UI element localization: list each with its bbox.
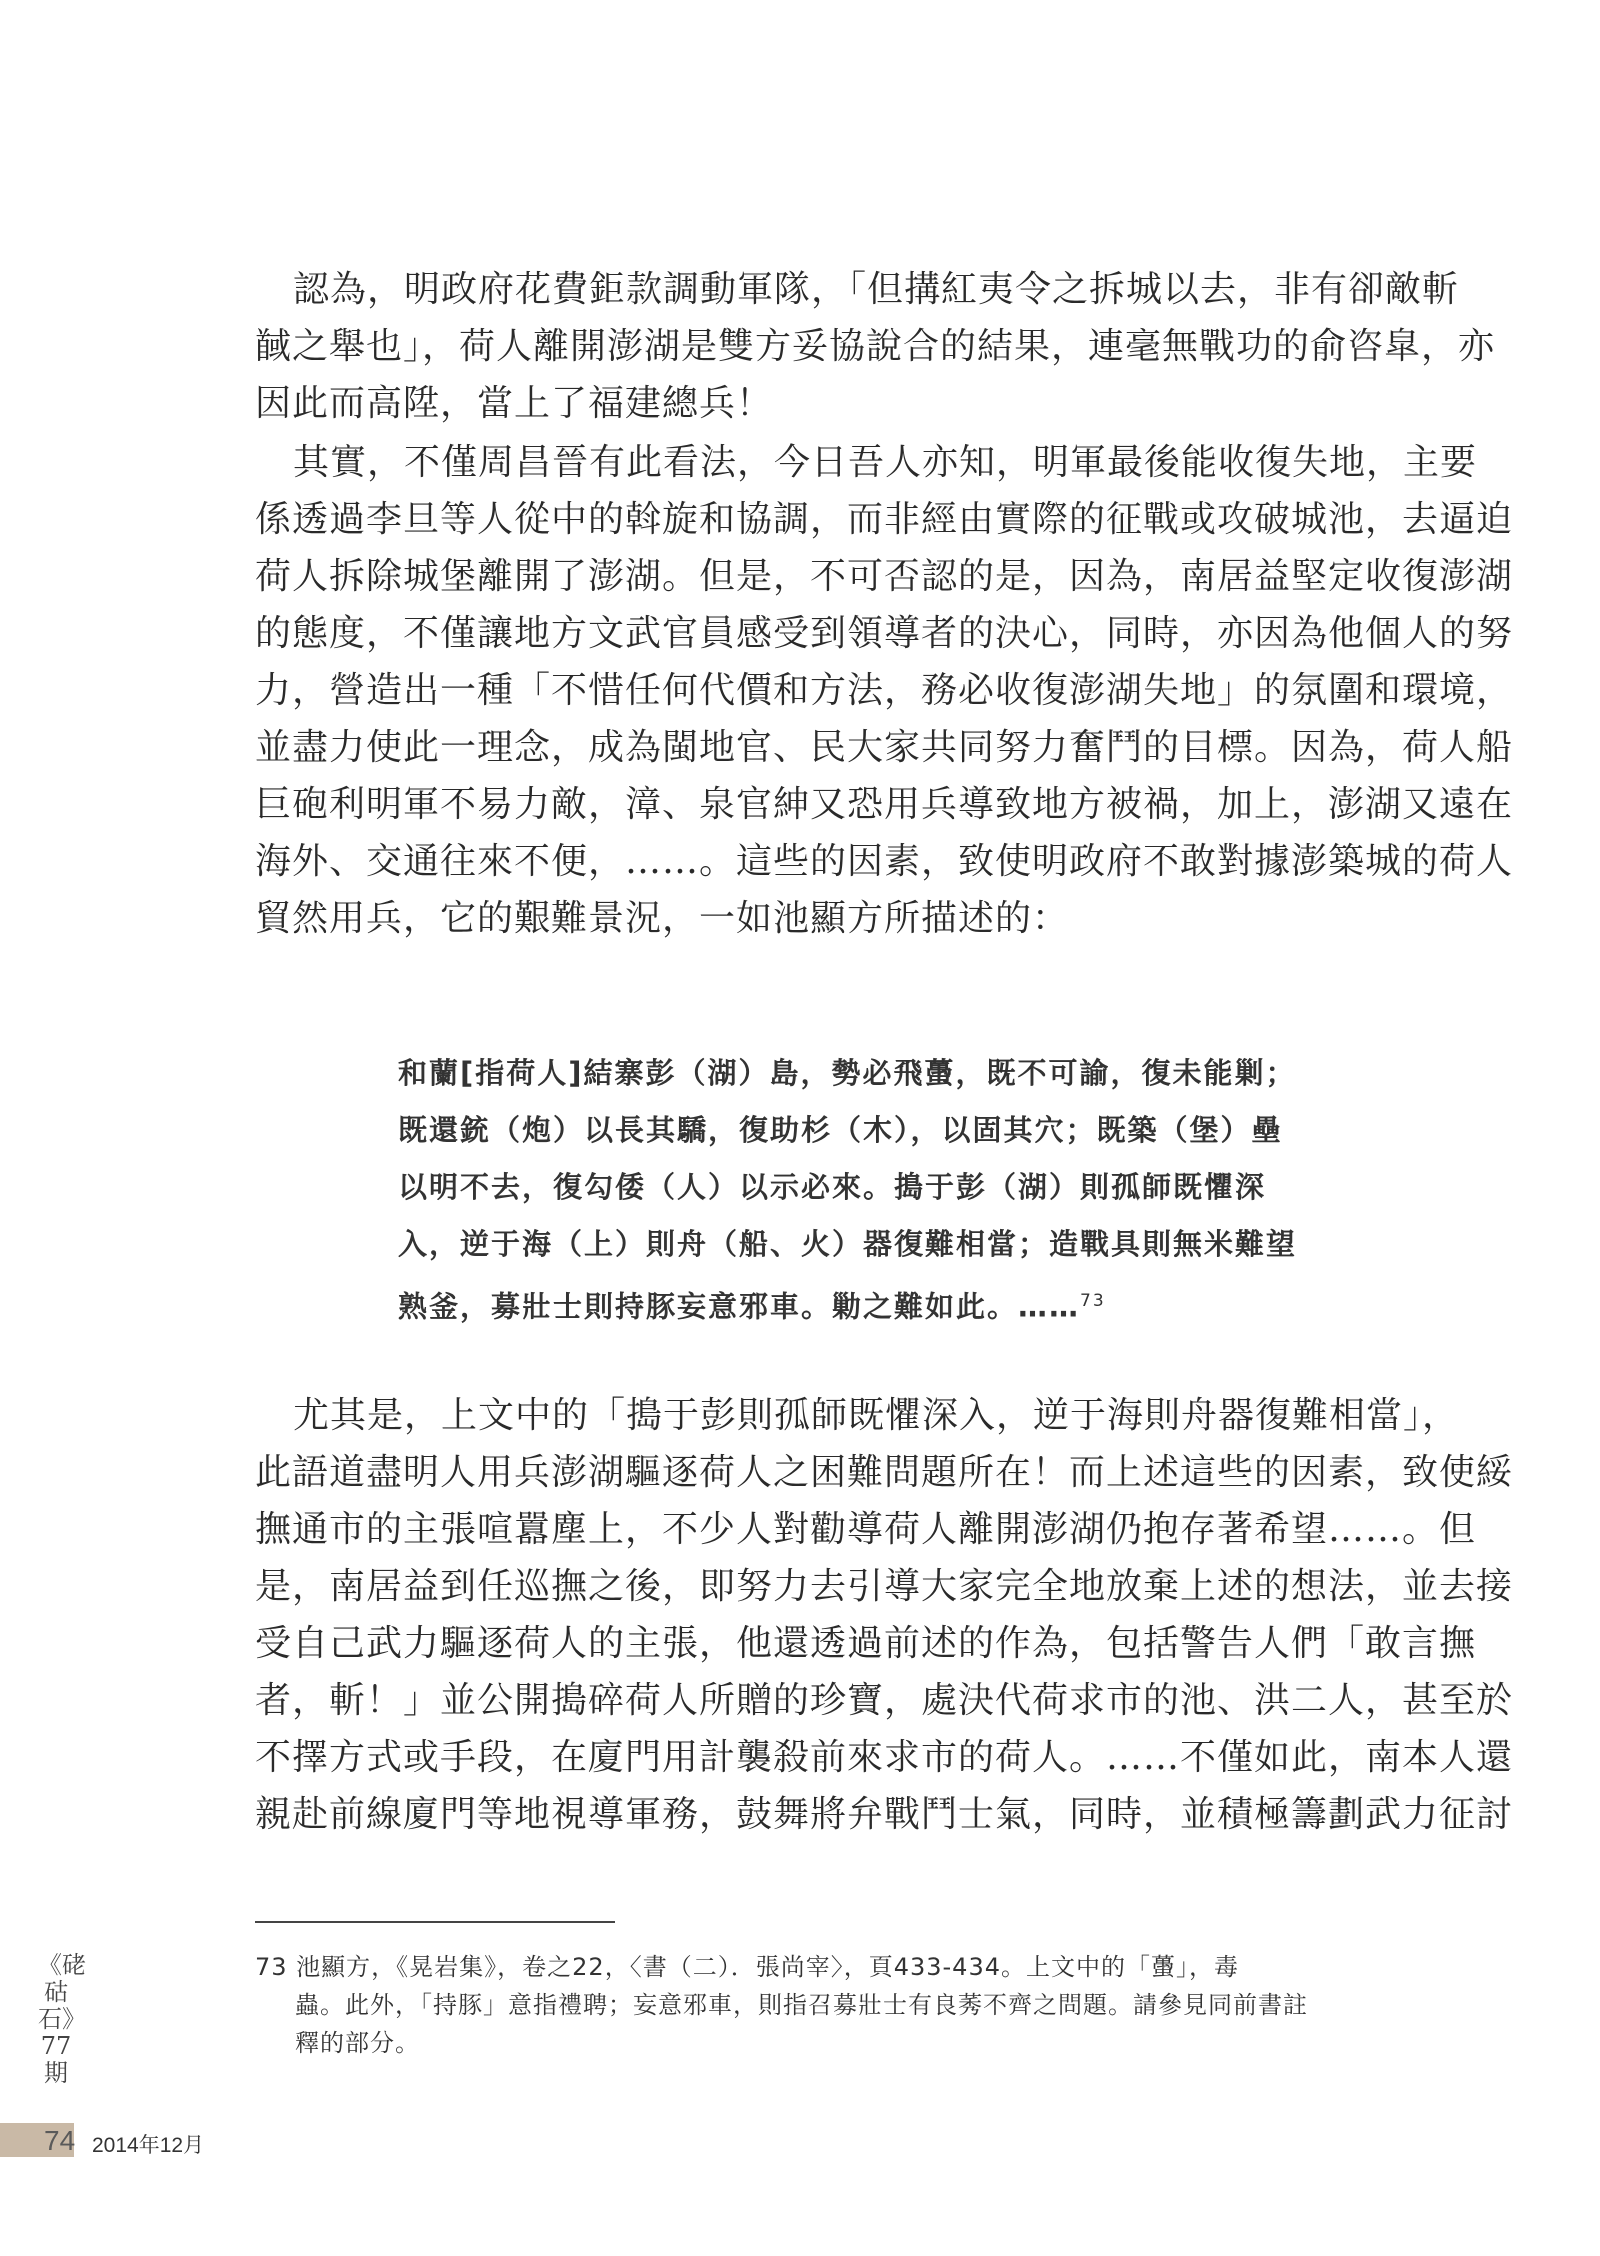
body-line: 貿然用兵，它的艱難景況，一如池顯方所描述的： xyxy=(255,898,1070,939)
body-line: 馘之舉也」，荷人離開澎湖是雙方妥協說合的結果，連毫無戰功的俞咨皐，亦 xyxy=(255,326,1496,367)
body-line: 親赴前線廈門等地視導軍務，鼓舞將弁戰鬥士氣，同時，並積極籌劃武力征討 xyxy=(255,1794,1514,1835)
body-line: 此語道盡明人用兵澎湖驅逐荷人之困難問題所在！而上述這些的因素，致使綏 xyxy=(255,1452,1514,1493)
quote-line: 既還銃（炮）以長其驕，復助杉（木），以固其穴；既築（堡）壘 xyxy=(398,1113,1283,1147)
body-line: 是，南居益到任巡撫之後，即努力去引導大家完全地放棄上述的想法，並去接 xyxy=(255,1566,1514,1607)
body-line: 係透過李旦等人從中的斡旋和協調，而非經由實際的征戰或攻破城池，去逼迫 xyxy=(255,499,1514,540)
footnote-line: 73 池顯方，《晃岩集》，卷之22，〈書（二）．張尚宰〉，頁433-434。上文中的「蠆」，毒 xyxy=(255,1953,1239,1981)
body-line: 受自己武力驅逐荷人的主張，他還透過前述的作為，包括警告人們「敢言撫 xyxy=(255,1623,1477,1664)
body-line: 荷人拆除城堡離開了澎湖。但是，不可否認的是，因為，南居益堅定收復澎湖 xyxy=(255,556,1514,597)
body-line: 海外、交通往來不便，……。這些的因素，致使明政府不敢對據澎築城的荷人 xyxy=(255,841,1514,882)
quote-last-line-text: 熟釜，募壯士則持豚妄意邪車。勦之難如此。…… xyxy=(398,1289,1081,1324)
body-line: 的態度，不僅讓地方文武官員感受到領導者的決心，同時，亦因為他個人的努 xyxy=(255,613,1514,654)
page-number: 74 xyxy=(44,2125,76,2156)
body-line: 力，營造出一種「不惜任何代價和方法，務必收復澎湖失地」的氛圍和環境， xyxy=(255,670,1514,711)
body-line: 並盡力使此一理念，成為閩地官、民大家共同努力奮鬥的目標。因為，荷人船 xyxy=(255,727,1514,768)
quote-line: 和蘭[指荷人]結寨彭（湖）島，勢必飛蠆，既不可諭，復未能剿； xyxy=(398,1056,1297,1090)
body-line: 尤其是，上文中的「搗于彭則孤師既懼深入，逆于海則舟器復難相當」， xyxy=(293,1395,1460,1436)
journal-side-title: 《硓𥑮石》77期 xyxy=(38,1951,86,2087)
footnote-reference: 73 xyxy=(1080,1291,1106,1311)
body-line: 因此而高陞，當上了福建總兵！ xyxy=(255,383,774,424)
body-line: 不擇方式或手段，在廈門用計襲殺前來求市的荷人。……不僅如此，南本人還 xyxy=(255,1737,1514,1778)
footnote-divider xyxy=(255,1921,615,1923)
body-line: 其實，不僅周昌晉有此看法，今日吾人亦知，明軍最後能收復失地，主要 xyxy=(293,442,1478,483)
quote-line xyxy=(398,1281,1106,1327)
body-line: 認為，明政府花費鉅款調動軍隊，「但搆紅夷令之拆城以去，非有卻敵斬 xyxy=(293,269,1460,310)
footnote-line: 釋的部分。 xyxy=(295,2029,420,2057)
body-line: 撫通市的主張喧囂塵上，不少人對勸導荷人離開澎湖仍抱存著希望……。但 xyxy=(255,1509,1477,1550)
body-line: 巨砲利明軍不易力敵，漳、泉官紳又恐用兵導致地方被禍，加上，澎湖又遠在 xyxy=(255,784,1514,825)
body-line: 者，斬！」並公開搗碎荷人所贈的珍寶，處決代荷求市的池、洪二人，甚至於 xyxy=(255,1680,1514,1721)
quote-line: 入，逆于海（上）則舟（船、火）器復難相當；造戰具則無米難望 xyxy=(398,1227,1298,1261)
quote-line: 以明不去，復勾倭（人）以示必來。搗于彭（湖）則孤師既懼深 xyxy=(398,1170,1267,1204)
footnote-line: 蟲。此外，「持豚」意指禮聘；妄意邪車，則指召募壯士有良莠不齊之問題。請參見同前書註 xyxy=(295,1991,1308,2019)
issue-date: 2014年12月 xyxy=(92,2134,205,2157)
